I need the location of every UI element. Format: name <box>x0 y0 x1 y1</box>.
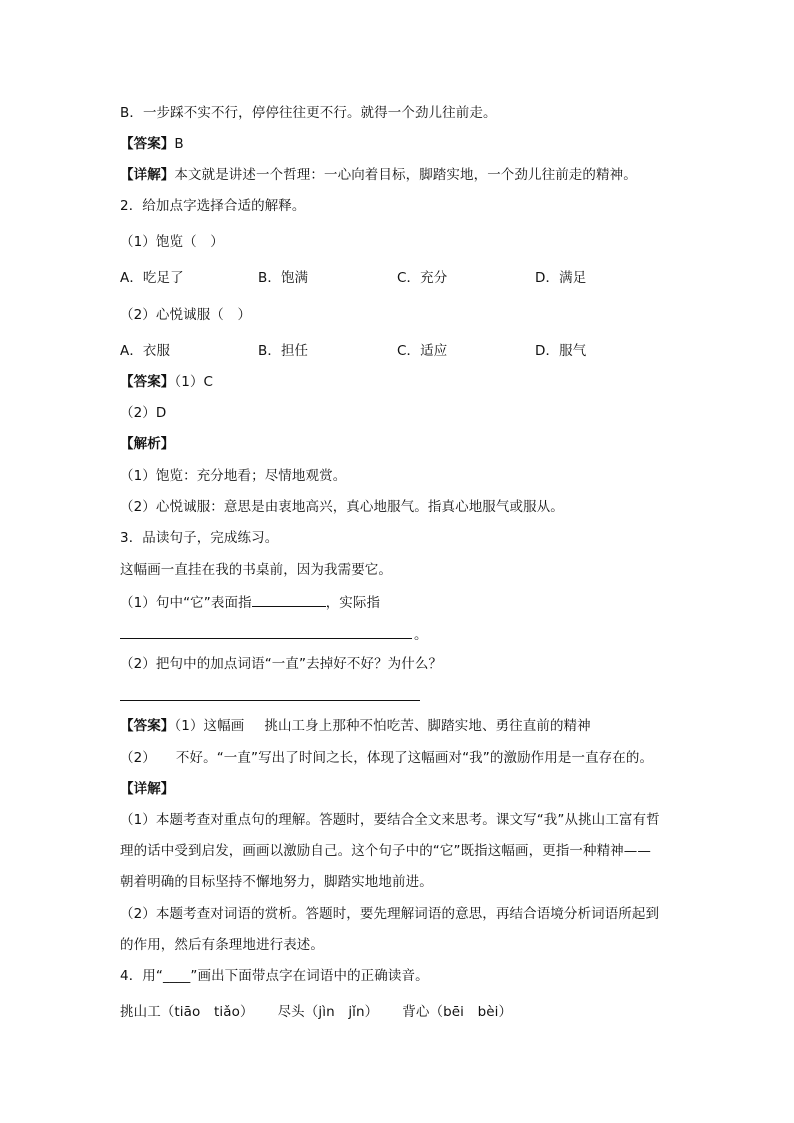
q2-sub2-option-a: A．衣服 <box>120 343 171 359</box>
q3-answer-1b: 挑山工身上那种不怕吃苦、脚踏实地、勇往直前的精神 <box>264 718 591 734</box>
q3-question: 3．品读句子，完成练习。 <box>120 530 279 546</box>
analysis-tag: 【解析】 <box>120 436 175 452</box>
q3-answer-line <box>120 716 591 736</box>
q4-items <box>120 1002 512 1022</box>
q3-answer-1a: （1）这幅画 <box>174 718 245 734</box>
q2-answer-2: （2）D <box>120 405 167 421</box>
q2-sub1-option-a: A．吃足了 <box>120 270 184 286</box>
q2-sub2-option-b: B．担任 <box>258 343 309 359</box>
q3-sentence: 这幅画一直挂在我的书桌前，因为我需要它。 <box>120 562 392 578</box>
q2-analysis-2: （2）心悦诚服：意思是由衷地高兴，真心地服气。指真心地服气或服从。 <box>120 499 564 515</box>
q3-answer-2-line <box>120 748 653 768</box>
q3-sub1-prompt: （1）句中“它”表面指 <box>120 595 252 611</box>
q1-answer-value: B <box>174 136 184 152</box>
q3-detail-1c: 朝着明确的目标坚持不懈地努力，脚踏实地地前进。 <box>120 874 433 890</box>
q1-option-b: B．一步踩不实不行，停停往往更不行。就得一个劲儿往前走。 <box>120 105 497 121</box>
answer-blank[interactable] <box>252 592 326 607</box>
q4-item-3: 背心（bēi bèi） <box>402 1004 513 1020</box>
q3-detail-2b: 的作用，然后有条理地进行表述。 <box>120 937 324 953</box>
q1-detail-text: 本文就是讲述一个哲理：一心向着目标，脚踏实地，一个劲儿往前走的精神。 <box>174 167 637 183</box>
q2-sub1-option-b: B．饱满 <box>258 270 309 286</box>
q2-sub2-option-d: D．服气 <box>535 343 587 359</box>
q3-sub1-end: 。 <box>414 627 428 643</box>
answer-tag: 【答案】 <box>120 374 175 390</box>
q2-analysis-1: （1）饱览：充分地看；尽情地观赏。 <box>120 468 347 484</box>
q2-question: 2．给加点字选择合适的解释。 <box>120 198 306 214</box>
answer-tag: 【答案】 <box>120 718 175 734</box>
q3-sub2-prompt: （2）把句中的加点词语“一直”去掉好不好？为什么？ <box>120 656 443 672</box>
q3-sub1-suffix: ，实际指 <box>325 595 381 611</box>
q1-answer-line <box>120 134 184 154</box>
q3-answer-2: 不好。“一直”写出了时间之长，体现了这幅画对“我”的激励作用是一直存在的。 <box>175 750 654 766</box>
detail-tag: 【详解】 <box>120 781 175 797</box>
q4-question: 4．用“____”画出下面带点字在词语中的正确读音。 <box>120 968 429 984</box>
q2-sub1-option-d: D．满足 <box>535 270 587 286</box>
q3-detail-1b: 理的话中受到启发，画画以激励自己。这个句子中的“它”既指这幅画，更指一种精神—— <box>120 843 651 859</box>
q2-sub2-option-c: C．适应 <box>397 343 448 359</box>
q1-detail-line <box>120 165 637 185</box>
q3-sub1-line <box>120 592 380 613</box>
q2-answer-1: （1）C <box>174 374 214 390</box>
q3-detail-2a: （2）本题考查对词语的赏析。答题时，要先理解词语的意思，再结合语境分析词语所起到 <box>120 906 660 922</box>
q2-answer-line <box>120 372 213 392</box>
q4-item-1: 挑山工（tiāo tiǎo） <box>120 1004 254 1020</box>
q2-sub1: （1）饱览（ ） <box>120 234 224 250</box>
q2-sub2: （2）心悦诚服（ ） <box>120 307 252 323</box>
q2-sub1-option-c: C．充分 <box>397 270 448 286</box>
q3-detail-1a: （1）本题考查对重点句的理解。答题时，要结合全文来思考。课文写“我”从挑山工富有哲 <box>120 812 660 828</box>
q3-answer-2-num: （2） <box>120 750 156 766</box>
answer-line[interactable] <box>120 700 420 701</box>
q4-item-2: 尽头（jìn jǐn） <box>277 1004 379 1020</box>
answer-tag: 【答案】 <box>120 136 175 152</box>
answer-line[interactable] <box>120 638 412 639</box>
detail-tag: 【详解】 <box>120 167 175 183</box>
